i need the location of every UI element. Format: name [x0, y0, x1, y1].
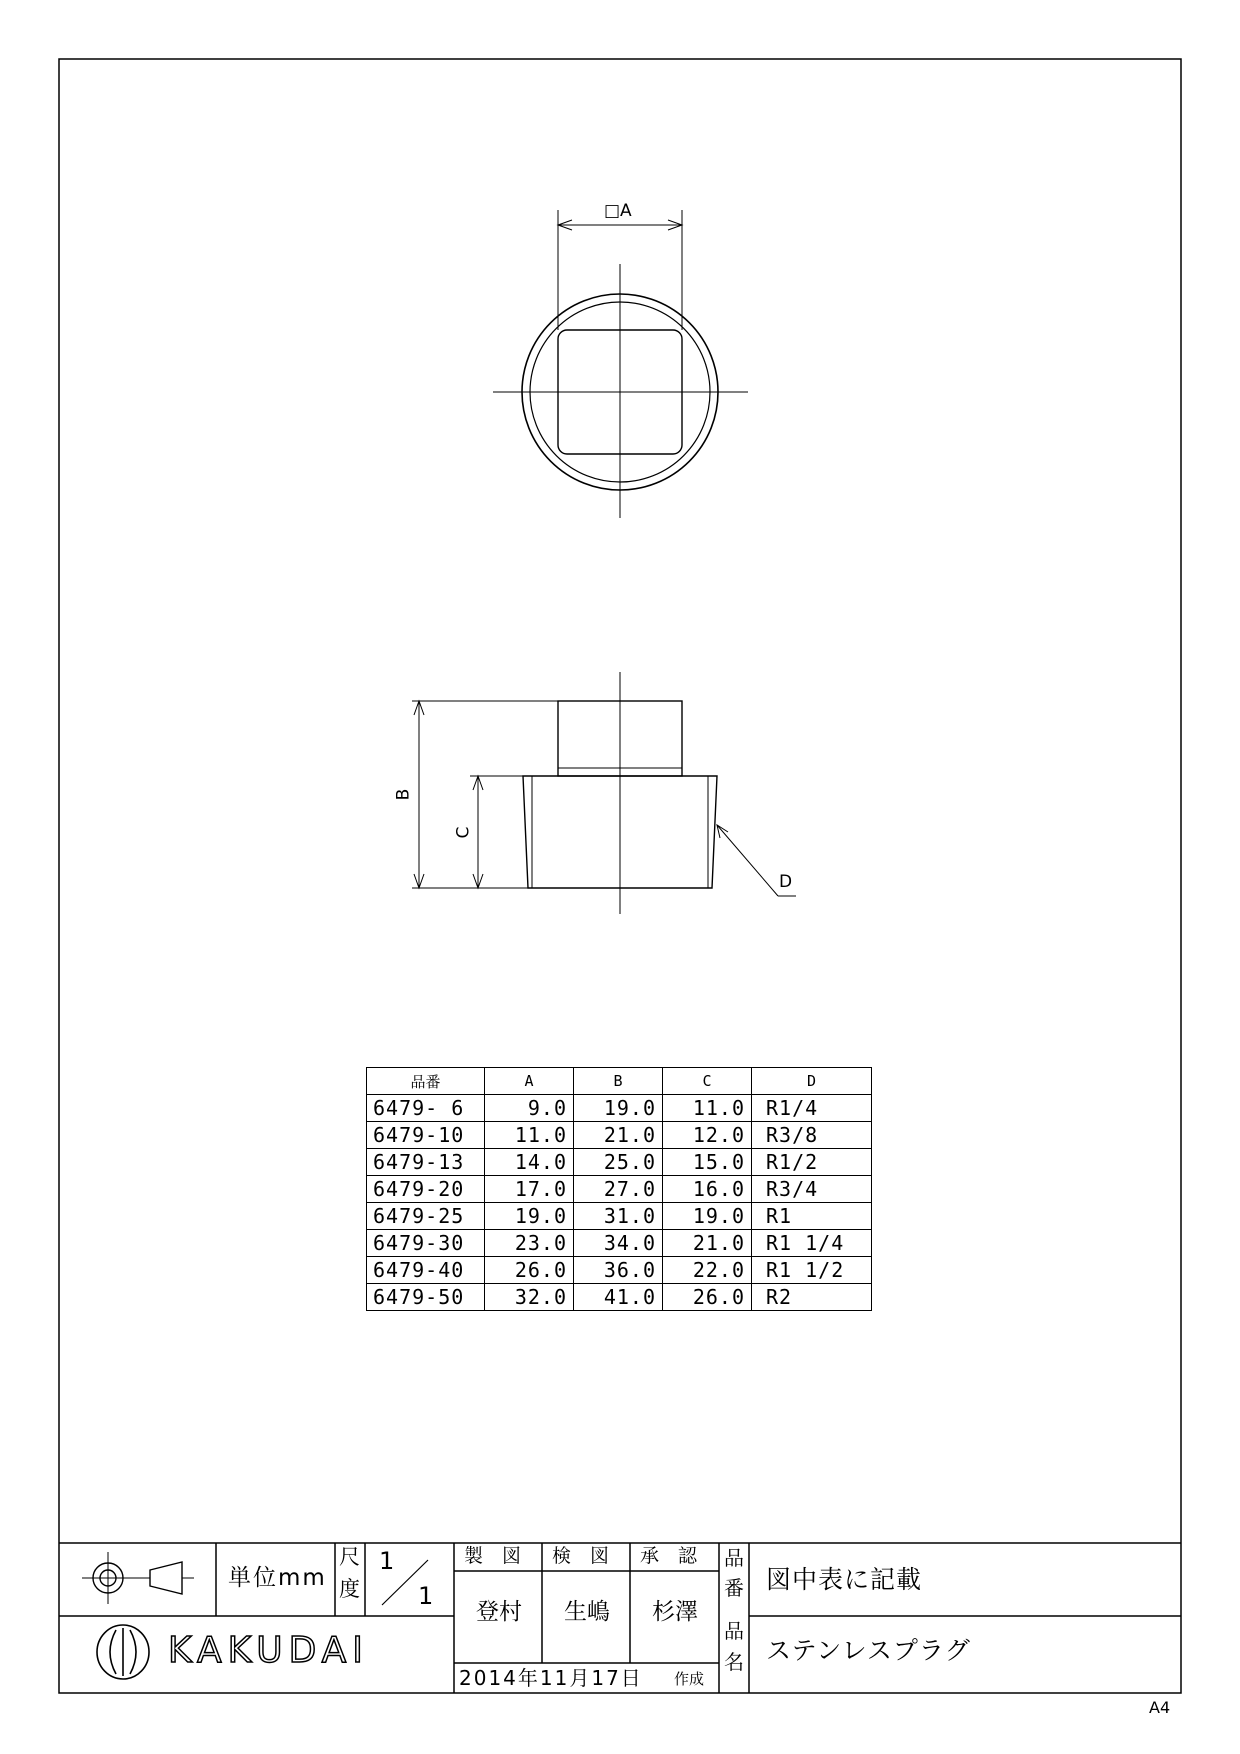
table-row	[367, 1203, 872, 1230]
table-row	[367, 1230, 872, 1257]
approved-by: 杉澤	[652, 1599, 698, 1625]
cell-d: R3/4	[752, 1176, 872, 1203]
cell-c: 16.0	[663, 1176, 752, 1203]
cell-a: 17.0	[485, 1176, 574, 1203]
cell-part-no: 6479-13	[367, 1149, 485, 1176]
col-header-d: D	[752, 1068, 872, 1095]
table-header-row	[367, 1068, 872, 1095]
part-name-value: ステンレスプラグ	[766, 1636, 971, 1665]
cell-c: 11.0	[663, 1095, 752, 1122]
col-header-part-no: 品番	[367, 1068, 485, 1095]
scale-denominator: 1	[418, 1582, 434, 1610]
part-name-label-top: 品	[724, 1619, 744, 1643]
cell-part-no: 6479-50	[367, 1284, 485, 1311]
cell-d: R1	[752, 1203, 872, 1230]
table-row	[367, 1149, 872, 1176]
cell-b: 27.0	[574, 1176, 663, 1203]
cell-a: 9.0	[485, 1095, 574, 1122]
cell-part-no: 6479-20	[367, 1176, 485, 1203]
part-name-label-bottom: 名	[724, 1650, 744, 1674]
cell-a: 32.0	[485, 1284, 574, 1311]
cell-b: 31.0	[574, 1203, 663, 1230]
col-header-c: C	[663, 1068, 752, 1095]
top-view	[493, 210, 748, 518]
dim-label-a: □A	[604, 201, 632, 221]
scale-numerator: 1	[379, 1547, 395, 1575]
cell-c: 15.0	[663, 1149, 752, 1176]
cell-c: 19.0	[663, 1203, 752, 1230]
checked-label: 検 図	[552, 1545, 610, 1567]
cell-d: R1 1/4	[752, 1230, 872, 1257]
cell-a: 26.0	[485, 1257, 574, 1284]
spec-table	[366, 1067, 872, 1311]
col-header-b: B	[574, 1068, 663, 1095]
cell-part-no: 6479- 6	[367, 1095, 485, 1122]
cell-d: R1/4	[752, 1095, 872, 1122]
cell-b: 41.0	[574, 1284, 663, 1311]
cell-a: 19.0	[485, 1203, 574, 1230]
cell-d: R1/2	[752, 1149, 872, 1176]
cell-b: 36.0	[574, 1257, 663, 1284]
sheet-size: A4	[1149, 1698, 1171, 1717]
cell-part-no: 6479-40	[367, 1257, 485, 1284]
projection-symbol-icon	[82, 1552, 194, 1604]
cell-b: 34.0	[574, 1230, 663, 1257]
cell-c: 12.0	[663, 1122, 752, 1149]
cell-b: 25.0	[574, 1149, 663, 1176]
created-label: 作成	[674, 1670, 705, 1688]
part-no-label-top: 品	[724, 1546, 744, 1570]
cell-d: R1 1/2	[752, 1257, 872, 1284]
dim-label-c: C	[453, 826, 474, 839]
table-row	[367, 1176, 872, 1203]
cell-c: 22.0	[663, 1257, 752, 1284]
date-value: 2014年11月17日	[459, 1666, 643, 1690]
cell-b: 21.0	[574, 1122, 663, 1149]
part-no-label-bottom: 番	[724, 1576, 744, 1600]
cell-b: 19.0	[574, 1095, 663, 1122]
cell-d: R3/8	[752, 1122, 872, 1149]
unit-label: 単位mm	[228, 1565, 327, 1591]
company-name: KAKUDAI	[168, 1630, 369, 1671]
cell-a: 11.0	[485, 1122, 574, 1149]
table-row	[367, 1284, 872, 1311]
table-row	[367, 1122, 872, 1149]
table-row	[367, 1257, 872, 1284]
cell-d: R2	[752, 1284, 872, 1311]
table-row	[367, 1095, 872, 1122]
kakudai-logo-icon	[97, 1625, 149, 1679]
scale-label-top: 尺	[339, 1545, 360, 1569]
side-view	[412, 672, 796, 914]
drawn-by: 登村	[476, 1599, 522, 1625]
scale-label-bottom: 度	[339, 1577, 360, 1601]
cell-part-no: 6479-10	[367, 1122, 485, 1149]
col-header-a: A	[485, 1068, 574, 1095]
cell-c: 26.0	[663, 1284, 752, 1311]
checked-by: 生嶋	[564, 1599, 610, 1625]
drawn-label: 製 図	[464, 1545, 522, 1567]
cell-part-no: 6479-25	[367, 1203, 485, 1230]
approved-label: 承 認	[640, 1545, 698, 1567]
part-no-value: 図中表に記載	[766, 1565, 923, 1594]
dim-label-b: B	[393, 788, 414, 801]
cell-c: 21.0	[663, 1230, 752, 1257]
dim-label-d: D	[779, 872, 793, 892]
cell-a: 14.0	[485, 1149, 574, 1176]
cell-part-no: 6479-30	[367, 1230, 485, 1257]
cell-a: 23.0	[485, 1230, 574, 1257]
